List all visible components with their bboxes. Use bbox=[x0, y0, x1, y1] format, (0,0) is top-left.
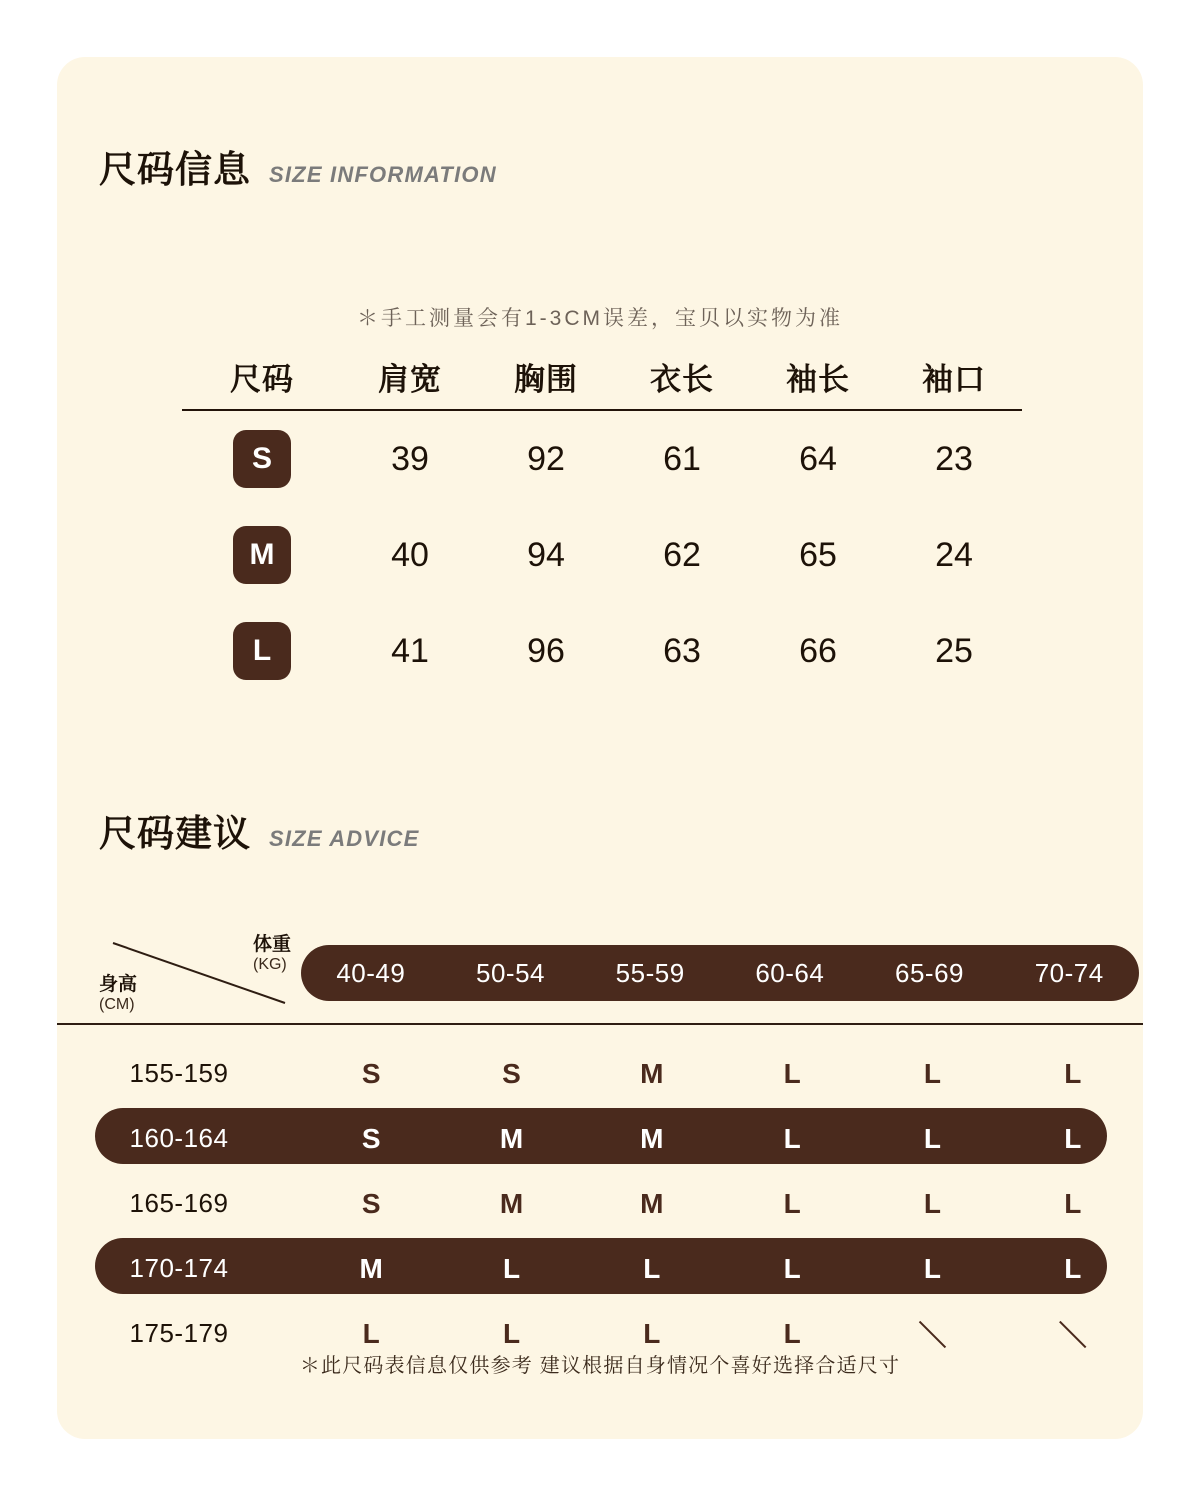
size-table bbox=[182, 354, 1022, 699]
size-badge: L bbox=[233, 622, 291, 680]
cell-shoulder: 39 bbox=[391, 439, 429, 478]
cell-length: 63 bbox=[663, 631, 701, 670]
cell-shoulder: 40 bbox=[391, 535, 429, 574]
height-range: 175-179 bbox=[129, 1318, 229, 1348]
table-row bbox=[182, 411, 1022, 507]
size-table-header-row bbox=[182, 354, 1022, 409]
advice-cell: L bbox=[1064, 1252, 1082, 1284]
advice-cell: L bbox=[923, 1057, 942, 1089]
advice-cell: L bbox=[362, 1317, 380, 1349]
cell-cuff: 24 bbox=[935, 535, 973, 574]
size-chart-card bbox=[57, 57, 1143, 1439]
size-advice-table bbox=[57, 934, 1143, 1351]
advice-cell: L bbox=[783, 1057, 801, 1089]
measurement-note: ＊手工测量会有1-3CM误差，宝贝以实物为准 bbox=[356, 307, 843, 330]
advice-cell: L bbox=[643, 1317, 661, 1349]
height-axis-label bbox=[99, 969, 137, 1014]
cell-sleeve: 65 bbox=[799, 535, 837, 574]
size-badge: M bbox=[233, 526, 291, 584]
height-range: 155-159 bbox=[129, 1058, 229, 1088]
weight-range-2: 55-59 bbox=[615, 957, 685, 988]
advice-table-body bbox=[57, 1041, 1143, 1366]
cell-cuff: 25 bbox=[935, 631, 973, 670]
size-information-title bbox=[99, 139, 497, 193]
advice-cell-empty: ＼ bbox=[918, 1319, 947, 1351]
table-row bbox=[57, 1106, 1143, 1171]
advice-cell: L bbox=[783, 1252, 801, 1284]
weight-range-header bbox=[301, 945, 1139, 1001]
weight-label-unit: (KG) bbox=[252, 956, 287, 973]
advice-header-row bbox=[57, 934, 1143, 1013]
table-row bbox=[57, 1041, 1143, 1106]
weight-range-5: 70-74 bbox=[1034, 957, 1104, 988]
advice-cell: L bbox=[1064, 1057, 1082, 1089]
advice-cell: M bbox=[640, 1187, 664, 1219]
height-label-cn: 身高 bbox=[99, 974, 138, 995]
cell-bust: 94 bbox=[527, 535, 565, 574]
cell-bust: 92 bbox=[527, 439, 565, 478]
advice-cell: S bbox=[361, 1057, 381, 1089]
height-label-unit: (CM) bbox=[99, 996, 135, 1013]
size-table-header-cuff: 袖口 bbox=[922, 362, 986, 397]
advice-cell: M bbox=[499, 1187, 524, 1219]
advice-cell: L bbox=[783, 1317, 801, 1349]
size-advice-title-cn: 尺码建议 bbox=[99, 813, 251, 854]
advice-cell: M bbox=[359, 1252, 383, 1284]
cell-shoulder: 41 bbox=[391, 631, 429, 670]
advice-cell: L bbox=[923, 1252, 942, 1284]
advice-cell-empty: ＼ bbox=[1058, 1319, 1087, 1351]
weight-range-3: 60-64 bbox=[755, 957, 825, 988]
size-information-title-en: SIZE INFORMATION bbox=[269, 162, 497, 187]
advice-cell: L bbox=[783, 1122, 801, 1154]
weight-label-cn: 体重 bbox=[252, 934, 291, 955]
advice-cell: L bbox=[923, 1187, 942, 1219]
size-badge-cell bbox=[182, 622, 342, 680]
cell-length: 61 bbox=[663, 439, 701, 478]
cell-bust: 96 bbox=[527, 631, 565, 670]
advice-note: ＊此尺码表信息仅供参考 建议根据自身情况个喜好选择合适尺寸 bbox=[299, 1355, 901, 1377]
height-range: 165-169 bbox=[129, 1188, 229, 1218]
table-row bbox=[57, 1171, 1143, 1236]
cell-sleeve: 66 bbox=[799, 631, 837, 670]
advice-cell: S bbox=[502, 1057, 521, 1089]
advice-cell: L bbox=[502, 1252, 521, 1284]
size-advice-title bbox=[99, 803, 420, 857]
advice-cell: M bbox=[499, 1122, 524, 1154]
table-row bbox=[182, 603, 1022, 699]
size-information-title-cn: 尺码信息 bbox=[99, 149, 251, 190]
cell-cuff: 23 bbox=[935, 439, 973, 478]
advice-cell: L bbox=[1064, 1187, 1082, 1219]
size-advice-title-en: SIZE ADVICE bbox=[269, 826, 420, 851]
advice-cell: M bbox=[640, 1122, 664, 1154]
size-table-header-length: 衣长 bbox=[650, 362, 714, 397]
size-table-header-size: 尺码 bbox=[230, 362, 294, 397]
weight-range-0: 40-49 bbox=[336, 957, 406, 988]
advice-table-divider bbox=[57, 1023, 1143, 1025]
cell-length: 62 bbox=[663, 535, 701, 574]
advice-cell: L bbox=[502, 1317, 521, 1349]
advice-corner-cell bbox=[99, 934, 299, 1013]
advice-cell: S bbox=[361, 1122, 381, 1154]
advice-cell: L bbox=[783, 1187, 801, 1219]
table-row bbox=[57, 1236, 1143, 1301]
advice-cell: M bbox=[640, 1057, 664, 1089]
size-badge-cell bbox=[182, 430, 342, 488]
advice-cell: L bbox=[923, 1122, 942, 1154]
size-table-header-bust: 胸围 bbox=[514, 362, 578, 397]
weight-axis-label bbox=[253, 929, 291, 974]
size-badge-cell bbox=[182, 526, 342, 584]
advice-cell: L bbox=[1064, 1122, 1082, 1154]
advice-cell: L bbox=[643, 1252, 661, 1284]
height-range: 170-174 bbox=[129, 1253, 229, 1283]
table-row bbox=[182, 507, 1022, 603]
advice-cell: S bbox=[361, 1187, 381, 1219]
size-badge: S bbox=[233, 430, 291, 488]
height-range: 160-164 bbox=[129, 1123, 229, 1153]
cell-sleeve: 64 bbox=[799, 439, 837, 478]
weight-range-4: 65-69 bbox=[895, 957, 965, 988]
size-table-header-sleeve: 袖长 bbox=[786, 362, 850, 397]
size-table-header-shoulder: 肩宽 bbox=[378, 362, 442, 397]
weight-range-1: 50-54 bbox=[476, 957, 545, 988]
